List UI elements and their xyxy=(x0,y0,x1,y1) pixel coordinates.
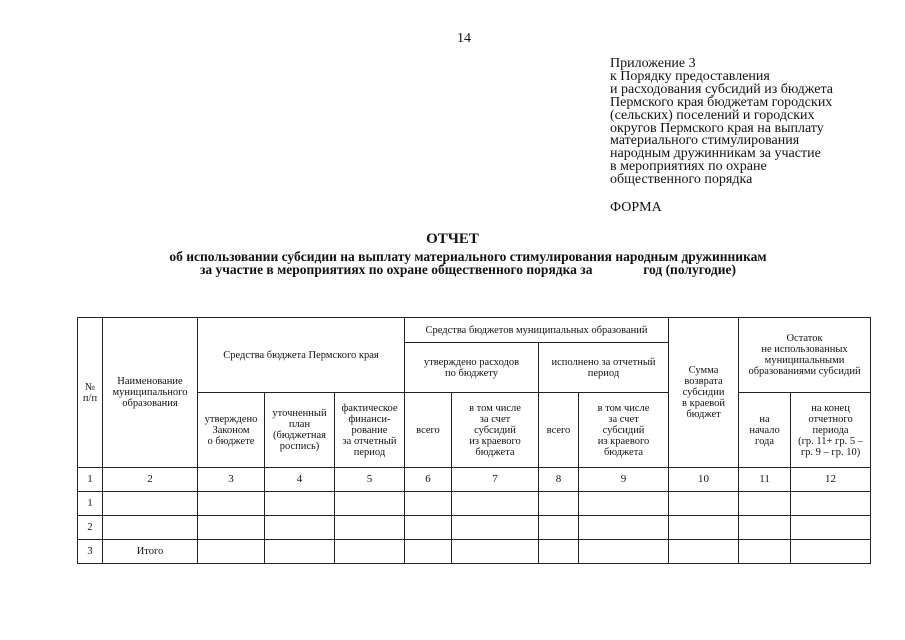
header-approved-expenses: утверждено расходов по бюджету xyxy=(405,343,539,393)
appendix-line: округов Пермского края на выплату xyxy=(610,120,824,136)
row-name xyxy=(103,492,198,516)
table-cell xyxy=(539,516,579,540)
header-incl-subsidies-approved: в том числе за счет субсидий из краевого бюджета xyxy=(452,393,539,468)
page-number: 14 xyxy=(457,31,471,46)
table-cell xyxy=(335,516,405,540)
row-name xyxy=(103,516,198,540)
table-cell xyxy=(669,516,739,540)
table-cell xyxy=(539,540,579,564)
header-at-end: на конец отчетного периода (гр. 11+ гр. 5 – гр. 9 – гр. 10) xyxy=(791,393,871,468)
header-incl-subsidies-executed: в том числе за счет субсидий из краевого бюджета xyxy=(579,393,669,468)
column-number: 9 xyxy=(579,468,669,492)
row-number: 1 xyxy=(78,492,103,516)
subtitle-line-2 xyxy=(118,263,818,276)
column-number: 3 xyxy=(198,468,265,492)
appendix-line: общественного порядка xyxy=(610,172,753,188)
subtitle-line-1: об использовании субсидии на выплату материального стимулирования народным дружинникам xyxy=(169,249,767,264)
table-cell xyxy=(198,492,265,516)
report-table xyxy=(77,317,871,564)
column-number: 2 xyxy=(103,468,198,492)
header-at-start: на начало года xyxy=(739,393,791,468)
column-number: 7 xyxy=(452,468,539,492)
table-cell xyxy=(739,516,791,540)
table-cell xyxy=(405,516,452,540)
table-cell xyxy=(739,540,791,564)
table-cell xyxy=(335,492,405,516)
header-balance: Остаток не использованных муниципальными образованиями субсидий xyxy=(739,318,871,393)
row-number: 3 xyxy=(78,540,103,564)
table-cell xyxy=(452,516,539,540)
column-number: 10 xyxy=(669,468,739,492)
appendix-line: Пермского края бюджетам городских xyxy=(610,94,833,110)
appendix-line: материального стимулирования xyxy=(610,133,800,149)
header-executed: исполнено за отчетный период xyxy=(539,343,669,393)
table-cell xyxy=(265,492,335,516)
column-number: 5 xyxy=(335,468,405,492)
table-cell xyxy=(579,516,669,540)
appendix-line: (сельских) поселений и городских xyxy=(610,107,815,123)
header-refined-plan: уточненный план (бюджетная роспись) xyxy=(265,393,335,468)
appendix-line: народным дружинникам за участие xyxy=(610,146,821,162)
table-row-total xyxy=(78,540,871,564)
form-label: ФОРМА xyxy=(610,200,662,215)
report-title: ОТЧЕТ xyxy=(426,231,479,247)
report-subtitle xyxy=(118,250,818,276)
table-cell xyxy=(452,540,539,564)
table-cell xyxy=(405,540,452,564)
table-cell xyxy=(669,492,739,516)
appendix-block xyxy=(610,58,833,187)
appendix-line: в мероприятиях по охране xyxy=(610,159,767,175)
column-number: 4 xyxy=(265,468,335,492)
column-number: 6 xyxy=(405,468,452,492)
table-cell xyxy=(579,540,669,564)
table-cell xyxy=(791,492,871,516)
table-cell xyxy=(739,492,791,516)
header-num: № п/п xyxy=(78,318,103,468)
table-row xyxy=(78,516,871,540)
header-return-sum: Сумма возврата субсидии в краевой бюджет xyxy=(669,318,739,468)
column-number: 11 xyxy=(739,468,791,492)
table-cell xyxy=(791,516,871,540)
table-cell xyxy=(265,516,335,540)
table-cell xyxy=(539,492,579,516)
table-cell xyxy=(265,540,335,564)
header-municipal-budgets: Средства бюджетов муниципальных образований xyxy=(405,318,669,343)
appendix-line: Приложение 3 xyxy=(610,56,696,71)
header-total-approved: всего xyxy=(405,393,452,468)
appendix-line: и расходования субсидий из бюджета xyxy=(610,81,833,97)
row-number: 2 xyxy=(78,516,103,540)
header-perm-budget: Средства бюджета Пермского края xyxy=(198,318,405,393)
column-number-row xyxy=(78,468,871,492)
table-cell xyxy=(405,492,452,516)
header-approved-law: утверждено Законом о бюджете xyxy=(198,393,265,468)
header-total-executed: всего xyxy=(539,393,579,468)
column-number: 1 xyxy=(78,468,103,492)
appendix-line: к Порядку предоставления xyxy=(610,68,770,84)
table-row xyxy=(78,492,871,516)
table-cell xyxy=(669,540,739,564)
table-cell xyxy=(452,492,539,516)
table-cell xyxy=(198,516,265,540)
table-cell xyxy=(579,492,669,516)
subtitle-line-2-part-1: за участие в мероприятиях по охране общественного порядка за xyxy=(200,262,593,277)
header-actual-financing: фактическое финанси- рование за отчетный период xyxy=(335,393,405,468)
column-number: 12 xyxy=(791,468,871,492)
row-name-total: Итого xyxy=(103,540,198,564)
table-cell xyxy=(198,540,265,564)
header-name: Наименование муниципального образования xyxy=(103,318,198,468)
table-cell xyxy=(335,540,405,564)
table-cell xyxy=(791,540,871,564)
column-number: 8 xyxy=(539,468,579,492)
subtitle-line-2-part-2: год (полугодие) xyxy=(643,262,736,277)
